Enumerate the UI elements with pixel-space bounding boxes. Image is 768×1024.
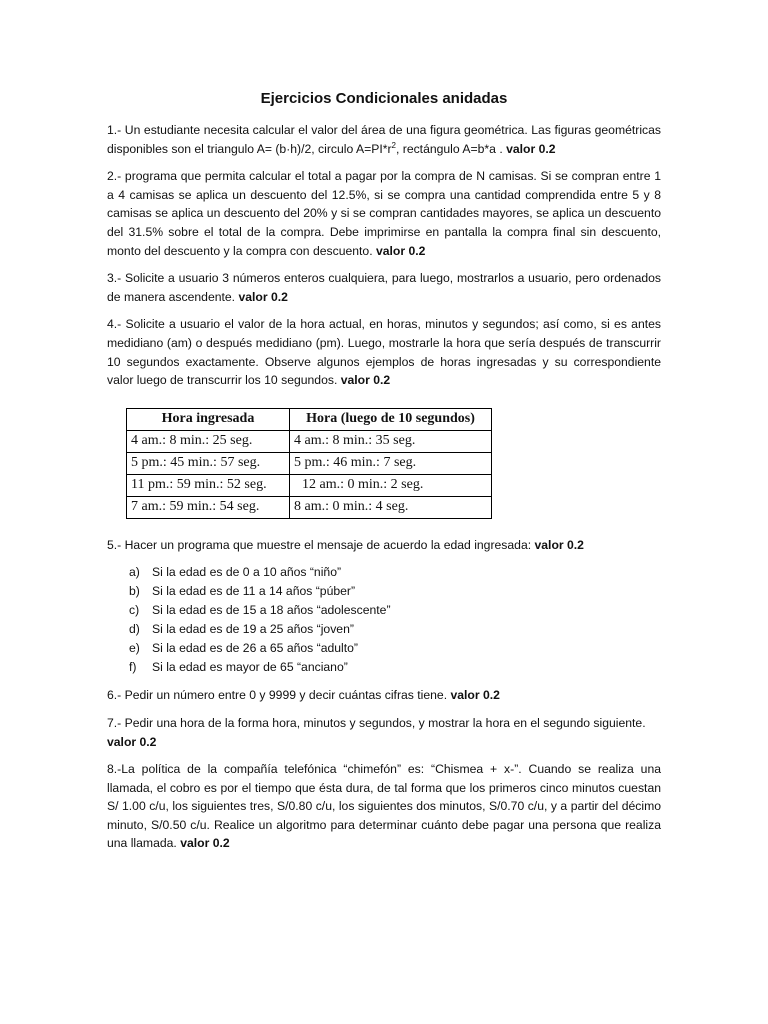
table-cell: 8 am.: 0 min.: 4 seg.	[290, 496, 492, 518]
table-header-row	[127, 408, 492, 430]
exercise-8-value: valor 0.2	[180, 836, 230, 851]
exercise-2-text: 2.- programa que permita calcular el total a pagar por la compra de N camisas. Si se compran entre 1 a 4 camisas se aplica un descuento del 12.5%, si se compra una cantidad comprendida entre 5 y 8 camisas se aplica un descuento del 20% y si se compran cantidades mayores, se aplica un descuento del 31.5% sobre el total de la compra. Debe imprimirse en pantalla la compra final sin descuento, monto del descuento y la compra con descuento.	[107, 169, 661, 258]
list-item-text: Si la edad es de 11 a 14 años “púber”	[152, 584, 356, 599]
exercise-7	[107, 714, 661, 751]
table-cell: 4 am.: 8 min.: 35 seg.	[290, 430, 492, 452]
list-item-marker: d)	[129, 622, 140, 637]
exercise-2	[107, 167, 661, 260]
exercise-8	[107, 760, 661, 853]
exercise-8-text: 8.-La política de la compañía telefónica “chimefón” es: “Chismea + x-”. Cuando se realiza una llamada, el cobro es por el tiempo que ésta dura, de tal forma que los primeros cinco minutos cuestan S/ 1.00 c/u, los siguientes tres, S/0.80 c/u, los siguientes dos minutos, S/0.70 c/u, y a partir del décimo minuto, S/0.50 c/u. Realice un algoritmo para determinar cuánto debe pagar una persona que realiza una llamada.	[107, 762, 661, 851]
list-item	[107, 620, 661, 639]
document-title: Ejercicios Condicionales anidadas	[260, 90, 508, 107]
list-item-marker: c)	[129, 603, 140, 618]
age-category-list	[107, 563, 661, 677]
exercise-5	[107, 536, 661, 555]
table-row	[127, 430, 492, 452]
table-row	[127, 496, 492, 518]
table-cell: 5 pm.: 45 min.: 57 seg.	[127, 452, 290, 474]
exercise-3	[107, 269, 661, 306]
table-row	[127, 452, 492, 474]
hours-example-table	[126, 408, 492, 519]
table-cell: 12 am.: 0 min.: 2 seg.	[290, 474, 492, 496]
table-cell: 5 pm.: 46 min.: 7 seg.	[290, 452, 492, 474]
table-header-cell: Hora (luego de 10 segundos)	[290, 408, 492, 430]
exercise-7-value: valor 0.2	[107, 734, 157, 749]
exercise-4	[107, 315, 661, 389]
exercise-3-value: valor 0.2	[238, 289, 288, 304]
exercise-4-value: valor 0.2	[340, 373, 391, 388]
list-item	[107, 639, 661, 658]
list-item-marker: f)	[129, 660, 137, 675]
list-item	[107, 601, 661, 620]
list-item-text: Si la edad es de 0 a 10 años “niño”	[152, 565, 342, 580]
list-item-text: Si la edad es mayor de 65 “anciano”	[152, 660, 348, 675]
list-item	[107, 563, 661, 582]
list-item-text: Si la edad es de 19 a 25 años “joven”	[152, 622, 354, 637]
exercise-4-text: 4.- Solicite a usuario el valor de la hora actual, en horas, minutos y segundos; así como, si es antes medidiano (am) o después medidiano (pm). Luego, mostrarle la hora que sería después de transcurrir 10 segundos exactamente. Observe algunos ejemplos de horas ingresadas y su correspondiente valor luego de transcurrir los 10 segundos.	[107, 317, 661, 388]
exercise-1	[107, 121, 661, 158]
exercise-7-text: 7.- Pedir una hora de la forma hora, minutos y segundos, y mostrar la hora en el segundo siguiente.	[107, 715, 646, 730]
list-item-text: Si la edad es de 26 a 65 años “adulto”	[152, 641, 358, 656]
list-item-marker: e)	[129, 641, 140, 656]
table-cell: 7 am.: 59 min.: 54 seg.	[127, 496, 290, 518]
table-header-cell: Hora ingresada	[127, 408, 290, 430]
table-cell: 4 am.: 8 min.: 25 seg.	[127, 430, 290, 452]
document-page	[107, 90, 661, 862]
list-item	[107, 658, 661, 677]
exercise-1-text-b: , rectángulo A=b*a .	[395, 141, 507, 156]
list-item-text: Si la edad es de 15 a 18 años “adolescente”	[152, 603, 391, 618]
list-item-marker: b)	[129, 584, 140, 599]
table-cell: 11 pm.: 59 min.: 52 seg.	[127, 474, 290, 496]
exercise-2-value: valor 0.2	[375, 243, 426, 258]
exercise-1-value: valor 0.2	[506, 141, 556, 156]
exercise-6-value: valor 0.2	[450, 688, 500, 703]
exercise-5-text: 5.- Hacer un programa que muestre el mensaje de acuerdo la edad ingresada:	[107, 537, 535, 552]
exercise-3-text: 3.- Solicite a usuario 3 números enteros cualquiera, para luego, mostrarlos a usuario, pero ordenados de manera ascendente.	[107, 271, 661, 304]
exercise-1-superscript: 2	[391, 140, 396, 150]
exercise-6	[107, 686, 661, 705]
exercise-1-text-a: 1.- Un estudiante necesita calcular el valor del área de una figura geométrica. Las figuras geométricas disponibles son el triangulo A= (b·h)/2, circulo A=PI*r	[107, 123, 661, 156]
table-row	[127, 474, 492, 496]
exercise-6-text: 6.- Pedir un número entre 0 y 9999 y decir cuántas cifras tiene.	[107, 688, 451, 703]
list-item-marker: a)	[129, 565, 140, 580]
list-item	[107, 582, 661, 601]
exercise-5-value: valor 0.2	[534, 537, 584, 552]
